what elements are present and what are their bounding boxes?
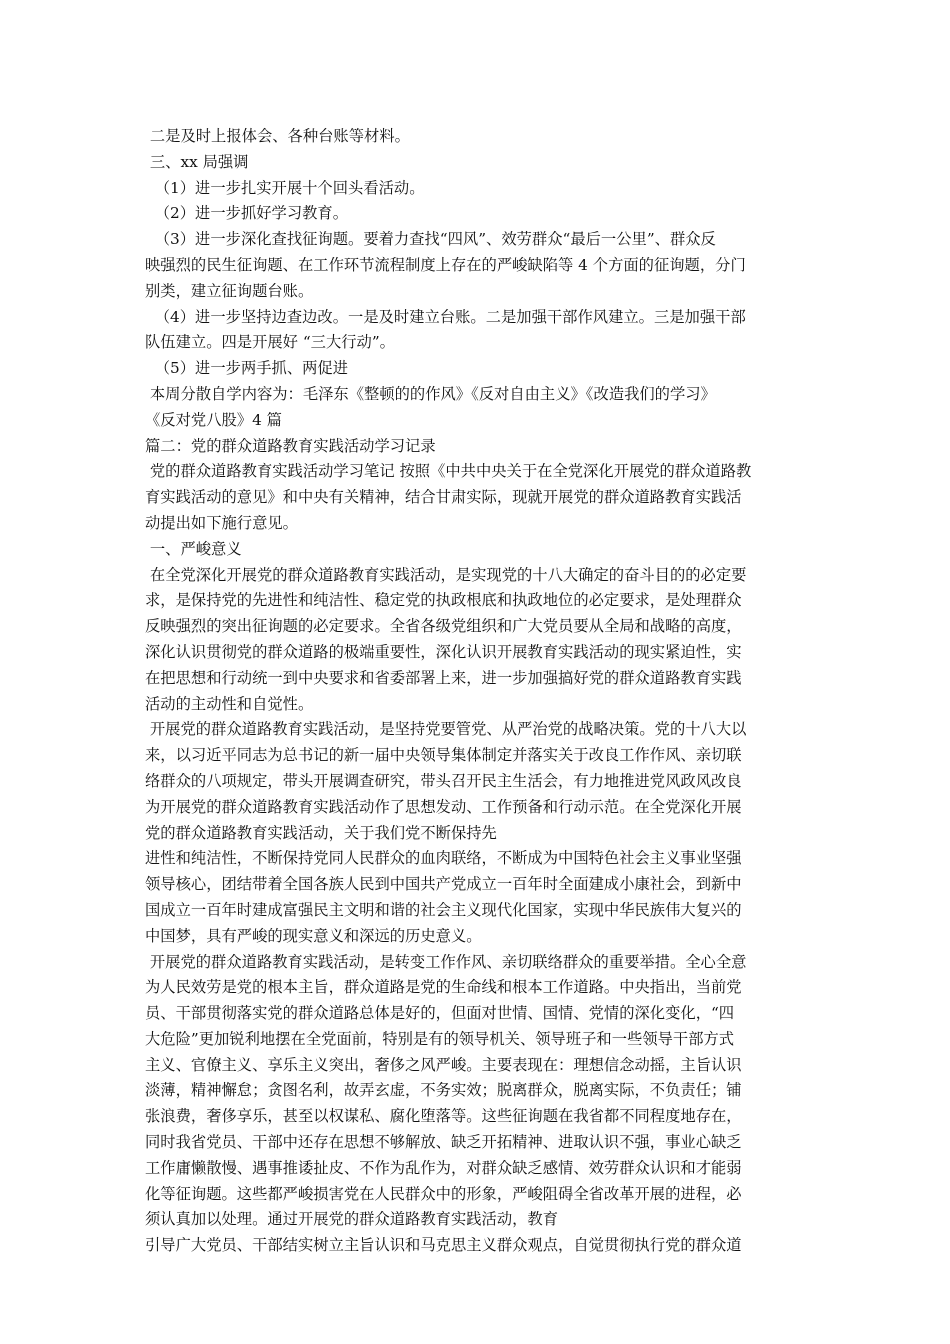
text-line: 化等征询题。这些都严峻损害党在人民群众中的形象，严峻阻碍全省改革开展的进程，必 bbox=[145, 1184, 742, 1203]
text-line: 动提出如下施行意见。 bbox=[145, 513, 298, 532]
text-line: 开展党的群众道路教育实践活动，是坚持党要管党、从严治党的战略决策。党的十八大以 bbox=[145, 720, 747, 739]
text-line: 育实践活动的意见》和中央有关精神，结合甘肃实际，现就开展党的群众道路教育实践活 bbox=[145, 488, 742, 507]
text-line: 二是及时上报体会、各种台账等材料。 bbox=[145, 127, 410, 145]
text-line: 队伍建立。四是开展好 “三大行动”。 bbox=[145, 333, 395, 352]
text-line: 在全党深化开展党的群众道路教育实践活动，是实现党的十八大确定的奋斗目的的必定要 bbox=[145, 565, 747, 584]
text-line: （2）进一步抓好学习教育。 bbox=[145, 204, 349, 223]
text-line: 反映强烈的突出征询题的必定要求。全省各级党组织和广大党员要从全局和战略的高度， bbox=[145, 617, 742, 636]
text-line: 为人民效劳是党的根本主旨，群众道路是党的生命线和根本工作道路。中央指出，当前党 bbox=[145, 978, 742, 997]
text-line: 一、严峻意义 bbox=[145, 539, 242, 558]
text-line: 同时我省党员、干部中还存在思想不够解放、缺乏开拓精神、进取认识不强，事业心缺乏 bbox=[145, 1133, 742, 1152]
text-line: 大危险”更加锐利地摆在全党面前，特别是有的领导机关、领导班子和一些领导干部方式 bbox=[145, 1029, 735, 1048]
text-line: 员、干部贯彻落实党的群众道路总体是好的，但面对世情、国情、党情的深化变化，“四 bbox=[145, 1004, 735, 1023]
text-line: 来，以习近平同志为总书记的新一届中央领导集体制定并落实关于改良工作作风、亲切联 bbox=[145, 746, 742, 765]
text-line: 党的群众道路教育实践活动，关于我们党不断保持先 bbox=[145, 823, 497, 842]
text-line: 开展党的群众道路教育实践活动，是转变工作作风、亲切联络群众的重要举措。全心全意 bbox=[145, 952, 747, 971]
text-line: （4）进一步坚持边查边改。一是及时建立台账。二是加强干部作风建立。三是加强干部 bbox=[145, 307, 746, 326]
text-line: 工作庸懒散慢、遇事推诿扯皮、不作为乱作为，对群众缺乏感情、效劳群众认识和才能弱 bbox=[145, 1158, 742, 1177]
text-line: 主义、官僚主义、享乐主义突出，奢侈之风严峻。主要表现在：理想信念动摇，主旨认识 bbox=[145, 1055, 742, 1074]
text-line: 活动的主动性和自觉性。 bbox=[145, 694, 314, 713]
text-line: 篇二：党的群众道路教育实践活动学习记录 bbox=[145, 436, 436, 455]
text-line: 映强烈的民生征询题、在工作环节流程制度上存在的严峻缺陷等 4 个方面的征询题，分门 bbox=[145, 255, 746, 274]
text-line: 张浪费，奢侈享乐，甚至以权谋私、腐化堕落等。这些征询题在我省都不同程度地存在， bbox=[145, 1107, 742, 1126]
text-line: 中国梦，具有严峻的现实意义和深远的历史意义。 bbox=[145, 926, 482, 945]
text-line: （5）进一步两手抓、两促进 bbox=[145, 359, 349, 378]
text-line: 在把思想和行动统一到中央要求和省委部署上来，进一步加强搞好党的群众道路教育实践 bbox=[145, 668, 742, 687]
text-line: 络群众的八项规定，带头开展调查研究，带头召开民主生活会，有力地推进党风政风改良 bbox=[145, 771, 742, 790]
text-line: 须认真加以处理。通过开展党的群众道路教育实践活动，教育 bbox=[145, 1210, 559, 1229]
text-line: （1）进一步扎实开展十个回头看活动。 bbox=[145, 178, 425, 197]
text-line: 为开展党的群众道路教育实践活动作了思想发动、工作预备和行动示范。在全党深化开展 bbox=[145, 797, 742, 816]
text-line: 领导核心，团结带着全国各族人民到中国共产党成立一百年时全面建成小康社会，到新中 bbox=[145, 875, 742, 894]
text-line: 《反对党八股》4 篇 bbox=[145, 410, 282, 429]
document-body bbox=[145, 124, 809, 1259]
text-line: 淡薄，精神懈怠；贪图名利，故弄玄虚，不务实效；脱离群众，脱离实际，不负责任；铺 bbox=[145, 1081, 742, 1100]
text-line: 别类，建立征询题台账。 bbox=[145, 281, 314, 300]
text-line: 三、xx 局强调 bbox=[145, 152, 249, 171]
text-line: 本周分散自学内容为：毛泽东《整顿的的作风》《反对自由主义》《改造我们的学习》 bbox=[145, 384, 716, 403]
text-line: 求，是保持党的先进性和纯洁性、稳定党的执政根底和执政地位的必定要求，是处理群众 bbox=[145, 591, 742, 610]
text-line: （3）进一步深化查找征询题。要着力查找“四风”、效劳群众“最后一公里”、群众反 bbox=[145, 230, 716, 249]
text-line: 国成立一百年时建成富强民主文明和谐的社会主义现代化国家，实现中华民族伟大复兴的 bbox=[145, 900, 742, 919]
text-line: 引导广大党员、干部结实树立主旨认识和马克思主义群众观点，自觉贯彻执行党的群众道 bbox=[145, 1236, 742, 1255]
text-line: 进性和纯洁性，不断保持党同人民群众的血肉联络，不断成为中国特色社会主义事业坚强 bbox=[145, 849, 742, 868]
text-line: 党的群众道路教育实践活动学习笔记 按照《中共中央关于在全党深化开展党的群众道路教 bbox=[145, 462, 752, 481]
text-line: 深化认识贯彻党的群众道路的极端重要性，深化认识开展教育实践活动的现实紧迫性，实 bbox=[145, 642, 742, 661]
